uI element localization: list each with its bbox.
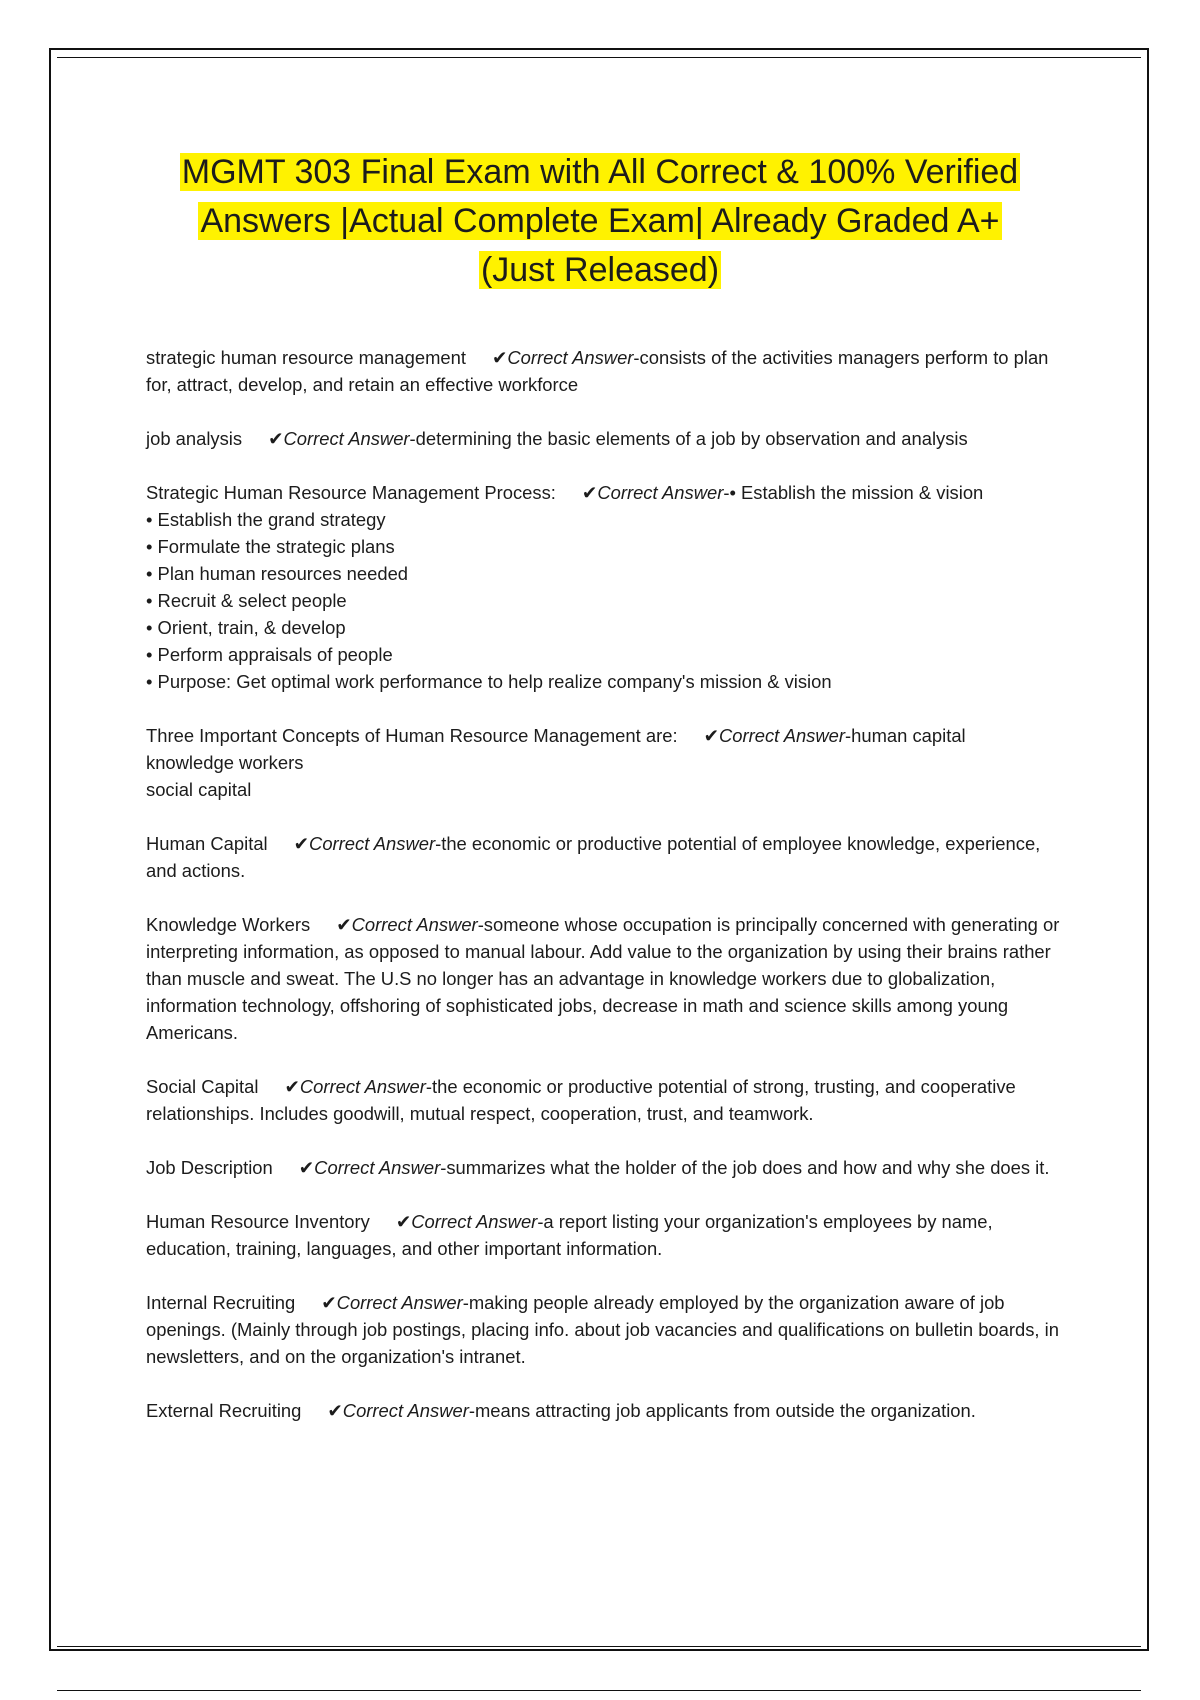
qa-item <box>146 1154 1066 1181</box>
correct-answer-label: ✔Correct Answer <box>284 1076 426 1097</box>
qa-list <box>146 344 1066 1451</box>
qa-item <box>146 1397 1066 1424</box>
correct-answer-label: ✔Correct Answer <box>298 1157 441 1178</box>
qa-answer: -determining the basic elements of a job by observation and analysis <box>409 428 968 449</box>
correct-answer-label: ✔Correct Answer <box>321 1292 463 1313</box>
qa-answer: -consists of the activities managers perform to plan for, attract, develop, and retain an effective workforce <box>146 347 1049 395</box>
qa-item <box>146 1208 1066 1262</box>
correct-answer-label: ✔Correct Answer <box>327 1400 469 1421</box>
qa-item <box>146 479 1066 695</box>
qa-term: Job Description <box>146 1157 273 1178</box>
qa-answer: -the economic or productive potential of strong, trusting, and cooperative relationships. Includes goodwill, mutual respect, cooperation, trust, and teamwork. <box>146 1076 1016 1124</box>
top-rule <box>57 57 1141 58</box>
document-title <box>60 148 1140 295</box>
qa-item <box>146 830 1066 884</box>
qa-term: Social Capital <box>146 1076 259 1097</box>
qa-item <box>146 911 1066 1046</box>
page-bottom-rule <box>57 1690 1141 1691</box>
title-line-1: MGMT 303 Final Exam with All Correct & 100% Verified <box>181 153 1019 191</box>
correct-answer-label: ✔Correct Answer <box>395 1211 538 1232</box>
qa-answer: -a report listing your organization's employees by name, education, training, languages, and other important information. <box>146 1211 993 1259</box>
qa-answer: -someone whose occupation is principally concerned with generating or interpreting information, as opposed to manual labour. Add value to the organization by using their brains rather than muscle and sweat. The U.S no longer has an advantage in knowledge workers due to globalization, information technology, offshoring of sophisticated jobs, decrease in math and science skills among young Americans. <box>146 914 1060 1043</box>
qa-answer: -human capital knowledge workers social capital <box>146 725 966 800</box>
title-line-2: Answers |Actual Complete Exam| Already Graded A+ <box>200 202 1000 240</box>
qa-item <box>146 1073 1066 1127</box>
title-line-3: (Just Released) <box>480 251 720 289</box>
qa-answer: -summarizes what the holder of the job does and how and why she does it. <box>440 1157 1050 1178</box>
qa-term: Human Resource Inventory <box>146 1211 370 1232</box>
qa-term: Strategic Human Resource Management Process: <box>146 482 556 503</box>
qa-term: Three Important Concepts of Human Resource Management are: <box>146 725 678 746</box>
correct-answer-label: ✔Correct Answer <box>491 347 634 368</box>
correct-answer-label: ✔Correct Answer <box>293 833 436 854</box>
qa-term: strategic human resource management <box>146 347 466 368</box>
qa-item <box>146 344 1066 398</box>
qa-item <box>146 722 1066 803</box>
qa-item <box>146 1289 1066 1370</box>
bottom-inner-rule <box>57 1646 1141 1647</box>
qa-term: job analysis <box>146 428 243 449</box>
qa-item <box>146 425 1066 452</box>
correct-answer-label: ✔Correct Answer <box>268 428 410 449</box>
qa-term: Human Capital <box>146 833 268 854</box>
correct-answer-label: ✔Correct Answer <box>581 482 724 503</box>
qa-term: Knowledge Workers <box>146 914 311 935</box>
qa-answer: -making people already employed by the organization aware of job openings. (Mainly through job postings, placing info. about job vacancies and qualifications on bulletin boards, in newsletters, and on the organization's intranet. <box>146 1292 1059 1367</box>
qa-answer: -the economic or productive potential of employee knowledge, experience, and actions. <box>146 833 1041 881</box>
qa-answer: -• Establish the mission & vision • Establish the grand strategy • Formulate the strategic plans • Plan human resources needed • Recruit & select people • Orient, train, & develop • Perform appraisals of people • Purpose: Get optimal work performance to help realize company's mission & vision <box>146 482 984 692</box>
qa-answer: -means attracting job applicants from outside the organization. <box>468 1400 976 1421</box>
qa-term: External Recruiting <box>146 1400 302 1421</box>
correct-answer-label: ✔Correct Answer <box>703 725 846 746</box>
correct-answer-label: ✔Correct Answer <box>336 914 478 935</box>
qa-term: Internal Recruiting <box>146 1292 296 1313</box>
